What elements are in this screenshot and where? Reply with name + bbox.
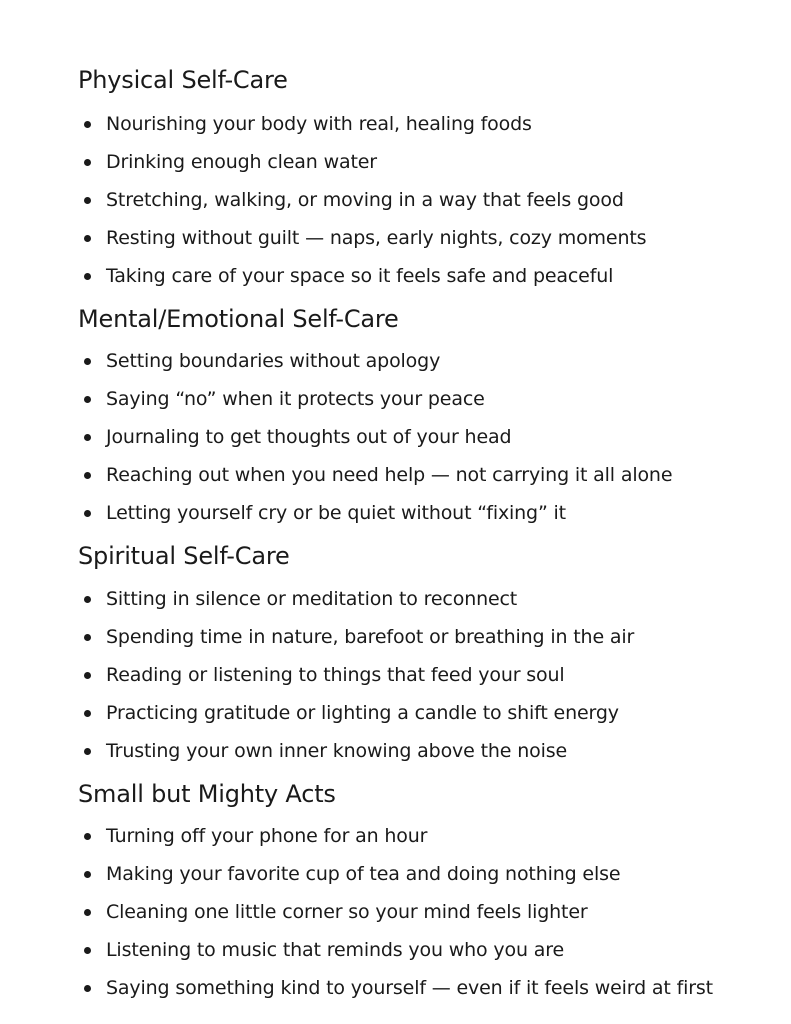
bullet-icon [84,710,91,717]
list-item-text: Reaching out when you need help — not carrying it all alone [106,464,673,486]
list-item-text: Taking care of your space so it feels safe and peaceful [106,265,614,287]
list-item-text: Resting without guilt — naps, early nights, cozy moments [106,227,647,249]
bullet-icon [84,510,91,517]
bullet-icon [84,947,91,954]
list-item-text: Sitting in silence or meditation to reconnect [106,588,518,610]
list-item-text: Nourishing your body with real, healing foods [106,113,532,135]
bullet-icon [84,472,91,479]
list-item-text: Stretching, walking, or moving in a way that feels good [106,189,624,211]
bullet-icon [84,833,91,840]
list-item-text: Reading or listening to things that feed your soul [106,664,565,686]
list-item-text: Trusting your own inner knowing above the noise [106,740,567,762]
list-item-text: Practicing gratitude or lighting a candle to shift energy [106,702,619,724]
list-item-text: Journaling to get thoughts out of your head [106,426,512,448]
section-heading: Mental/Emotional Self-Care [78,305,399,333]
section-heading: Small but Mighty Acts [78,780,336,808]
list-item-text: Spending time in nature, barefoot or breathing in the air [106,626,635,648]
list-item-text: Saying something kind to yourself — even if it feels weird at first [106,977,713,999]
bullet-icon [84,197,91,204]
bullet-icon [84,235,91,242]
bullet-icon [84,434,91,441]
list-item-text: Saying “no” when it protects your peace [106,388,485,410]
bullet-icon [84,396,91,403]
bullet-icon [84,121,91,128]
bullet-icon [84,596,91,603]
bullet-icon [84,748,91,755]
bullet-icon [84,672,91,679]
list-item-text: Cleaning one little corner so your mind feels lighter [106,901,588,923]
bullet-icon [84,985,91,992]
bullet-icon [84,159,91,166]
list-item-text: Setting boundaries without apology [106,350,441,372]
section-heading: Physical Self-Care [78,66,288,94]
bullet-icon [84,871,91,878]
list-item-text: Letting yourself cry or be quiet without “fixing” it [106,502,566,524]
list-item-text: Drinking enough clean water [106,151,377,173]
list-item-text: Making your favorite cup of tea and doing nothing else [106,863,621,885]
list-item-text: Turning off your phone for an hour [106,825,428,847]
section-heading: Spiritual Self-Care [78,542,290,570]
bullet-icon [84,358,91,365]
bullet-icon [84,273,91,280]
bullet-icon [84,634,91,641]
list-item-text: Listening to music that reminds you who you are [106,939,565,961]
bullet-icon [84,909,91,916]
